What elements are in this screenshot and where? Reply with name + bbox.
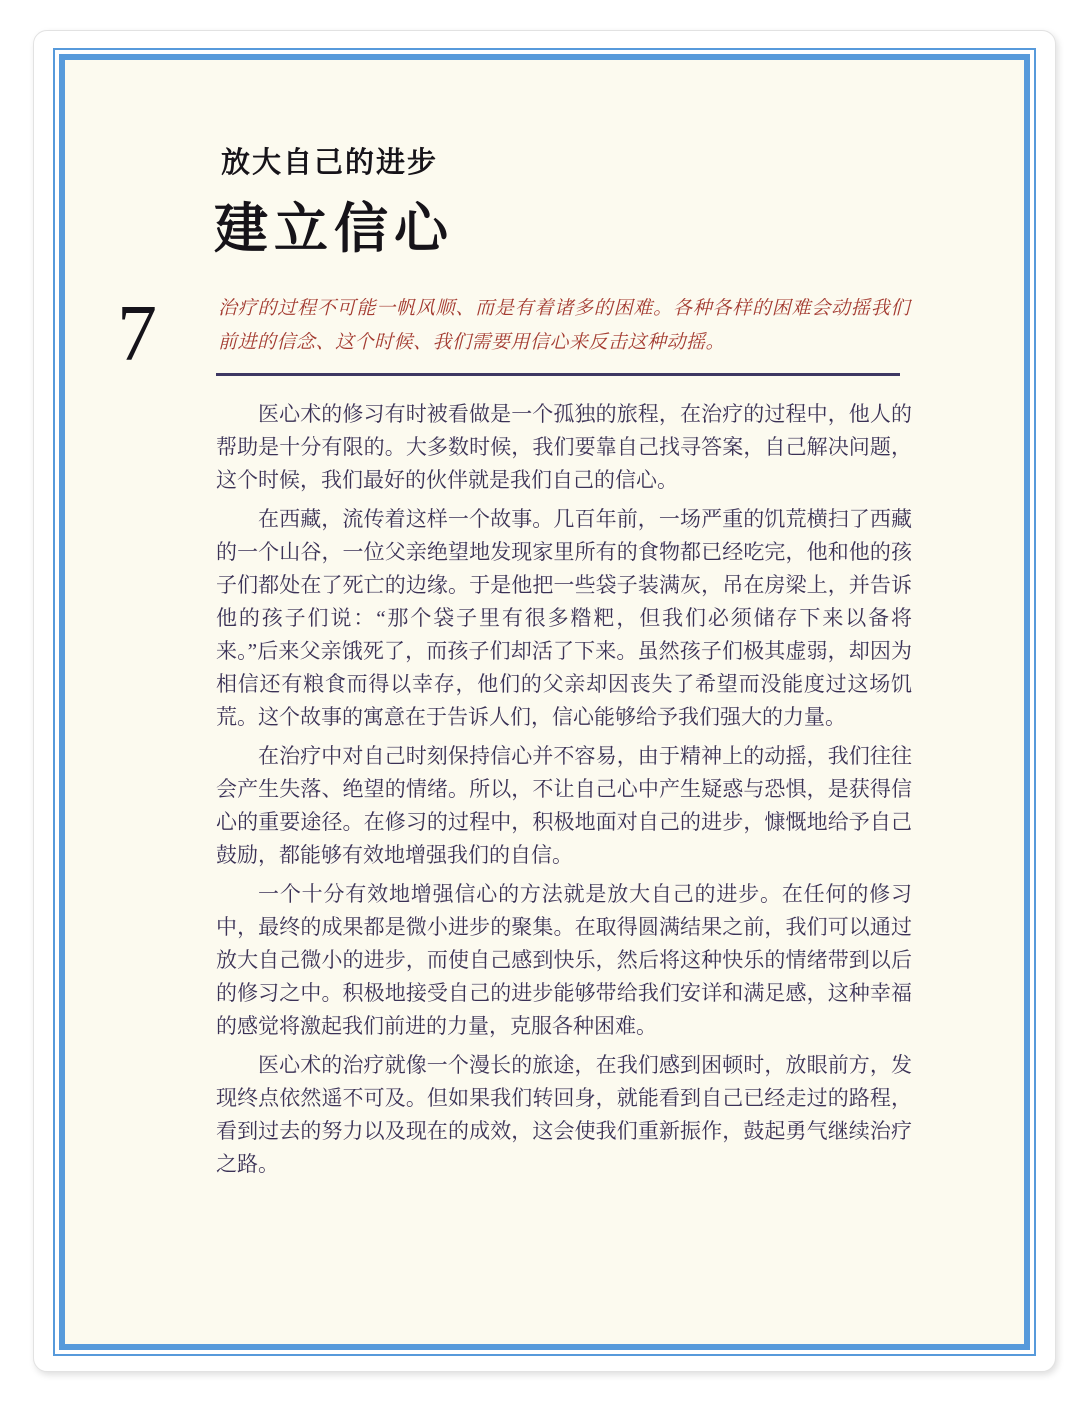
body-paragraph: 一个十分有效地增强信心的方法就是放大自己的进步。在任何的修习中，最终的成果都是微小进步的聚集。在取得圆满结果之前，我们可以通过放大自己微小的进步，而使自己感到快乐，然后将这种快乐的情绪带到以后的修习之中。积极地接受自己的进步能够带给我们安详和满足感，这种幸福的感觉将激起我们前进的力量，克服各种困难。 (216, 882, 912, 1038)
divider-rule (216, 373, 900, 376)
chapter-intro-quote: 治疗的过程不可能一帆风顺、而是有着诸多的困难。各种各样的困难会动摇我们前进的信念、这个时候、我们需要用信心来反击这种动摇。 (218, 298, 910, 353)
book-page-card (33, 30, 1056, 1372)
body-paragraph: 医心术的治疗就像一个漫长的旅途，在我们感到困顿时，放眼前方，发现终点依然遥不可及。但如果我们转回身，就能看到自己已经走过的路程，看到过去的努力以及现在的成效，这会使我们重新振作，鼓起勇气继续治疗之路。 (216, 1053, 912, 1176)
inner-blue-frame (59, 54, 1030, 1350)
body-paragraph: 在西藏，流传着这样一个故事。几百年前，一场严重的饥荒横扫了西藏的一个山谷，一位父亲绝望地发现家里所有的食物都已经吃完，他和他的孩子们都处在了死亡的边缘。于是他把一些袋子装满灰，吊在房梁上，并告诉他的孩子们说：“那个袋子里有很多糌粑，但我们必须储存下来以备将来。”后来父亲饿死了，而孩子们却活了下来。虽然孩子们极其虚弱，却因为相信还有粮食而得以幸存，他们的父亲却因丧失了希望而没能度过这场饥荒。这个故事的寓意在于告诉人们，信心能够给予我们强大的力量。 (216, 507, 912, 729)
chapter-title: 建立信心 (214, 197, 454, 260)
body-text-block (216, 398, 912, 1187)
chapter-kicker: 放大自己的进步 (221, 145, 439, 179)
chapter-number: 7 (117, 290, 157, 378)
page-content (65, 60, 1024, 1344)
body-paragraph: 医心术的修习有时被看做是一个孤独的旅程，在治疗的过程中，他人的帮助是十分有限的。大多数时候，我们要靠自己找寻答案，自己解决问题，这个时候，我们最好的伙伴就是我们自己的信心。 (216, 402, 912, 492)
body-paragraph: 在治疗中对自己时刻保持信心并不容易，由于精神上的动摇，我们往往会产生失落、绝望的情绪。所以，不让自己心中产生疑惑与恐惧，是获得信心的重要途径。在修习的过程中，积极地面对自己的进步，慷慨地给予自己鼓励，都能够有效地增强我们的自信。 (216, 744, 912, 867)
